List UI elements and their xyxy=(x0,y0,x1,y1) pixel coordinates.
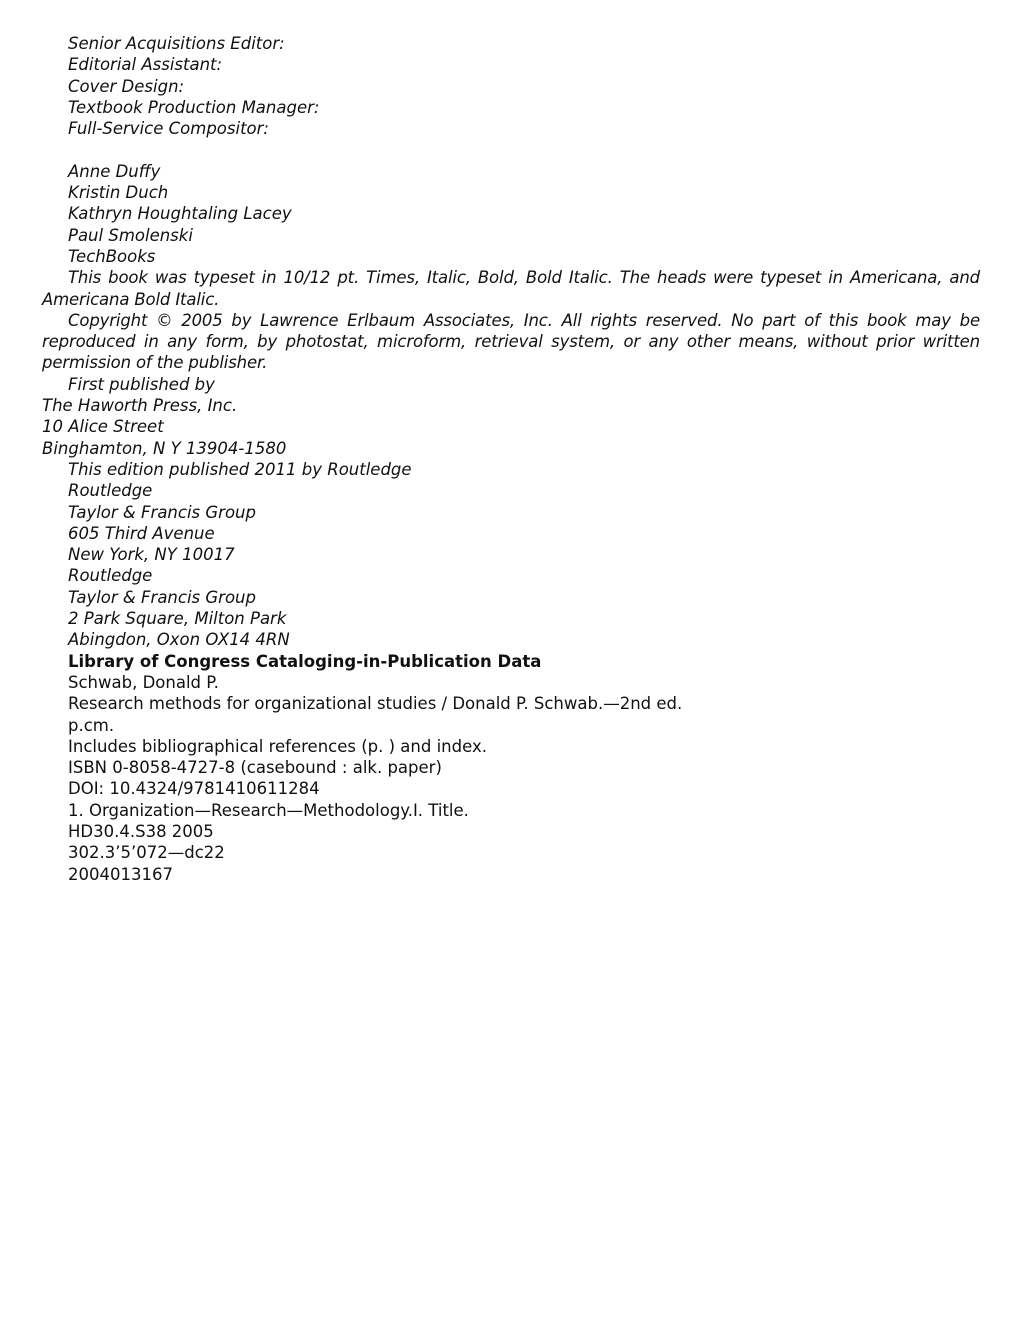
cip-line: ISBN 0-8058-4727-8 (casebound : alk. paper) xyxy=(68,758,442,778)
credit-role: Senior Acquisitions Editor: xyxy=(68,34,285,53)
us-publisher-address xyxy=(42,480,980,565)
spacer xyxy=(42,139,980,160)
cip-line: DOI: 10.4324/9781410611284 xyxy=(68,779,320,799)
credit-name: Anne Duffy xyxy=(68,161,161,181)
address-line: The Haworth Press, Inc. xyxy=(42,396,238,416)
address-line: Abingdon, Oxon OX14 4RN xyxy=(68,630,290,650)
cip-line: 302.3’5’072—dc22 xyxy=(68,843,225,863)
address-line: Taylor & Francis Group xyxy=(68,587,256,607)
credit-role: Cover Design: xyxy=(68,76,185,96)
first-publisher-address xyxy=(42,395,980,459)
address-line: Routledge xyxy=(68,481,153,501)
cip-line: p.cm. xyxy=(68,715,115,735)
cip-data xyxy=(42,672,980,885)
credits-names xyxy=(42,161,980,267)
this-edition-label: This edition published 2011 by Routledge xyxy=(68,459,412,479)
address-line: New York, NY 10017 xyxy=(68,545,235,565)
cip-heading: Library of Congress Cataloging-in-Publication Data xyxy=(68,651,542,671)
typeset-note: This book was typeset in 10/12 pt. Times, Italic, Bold, Bold Italic. The heads were typeset in Americana, and Americana Bold Italic. xyxy=(42,268,980,309)
address-line: 2 Park Square, Milton Park xyxy=(68,609,287,629)
address-line: Taylor & Francis Group xyxy=(68,502,256,522)
cip-line: 1. Organization—Research—Methodology.I. Title. xyxy=(68,800,469,820)
credit-role: Full-Service Compositor: xyxy=(68,119,269,139)
address-line: Routledge xyxy=(68,566,153,586)
cip-line: 2004013167 xyxy=(68,864,173,884)
address-line: Binghamton, N Y 13904-1580 xyxy=(42,438,287,458)
cip-line: Includes bibliographical references (p. ) and index. xyxy=(68,736,487,756)
credit-role: Textbook Production Manager: xyxy=(68,97,320,117)
uk-publisher-address xyxy=(42,565,980,650)
credit-name: TechBooks xyxy=(68,246,156,266)
first-published-label: First published by xyxy=(68,374,215,394)
credit-name: Kristin Duch xyxy=(68,183,169,203)
cip-line: Research methods for organizational studies / Donald P. Schwab.—2nd ed. xyxy=(68,694,683,714)
copyright-page xyxy=(42,33,980,885)
credit-name: Kathryn Houghtaling Lacey xyxy=(68,204,292,224)
cip-line: Schwab, Donald P. xyxy=(68,672,219,692)
address-line: 605 Third Avenue xyxy=(68,523,215,543)
credits-roles xyxy=(42,33,980,139)
cip-line: HD30.4.S38 2005 xyxy=(68,821,214,841)
credit-name: Paul Smolenski xyxy=(68,225,193,245)
copyright-notice: Copyright © 2005 by Lawrence Erlbaum Associates, Inc. All rights reserved. No part of this book may be reproduced in any form, by photostat, microform, retrieval system, or any other means, without prior written permission of the publisher. xyxy=(42,310,980,373)
credit-role: Editorial Assistant: xyxy=(68,55,223,75)
address-line: 10 Alice Street xyxy=(42,417,164,437)
